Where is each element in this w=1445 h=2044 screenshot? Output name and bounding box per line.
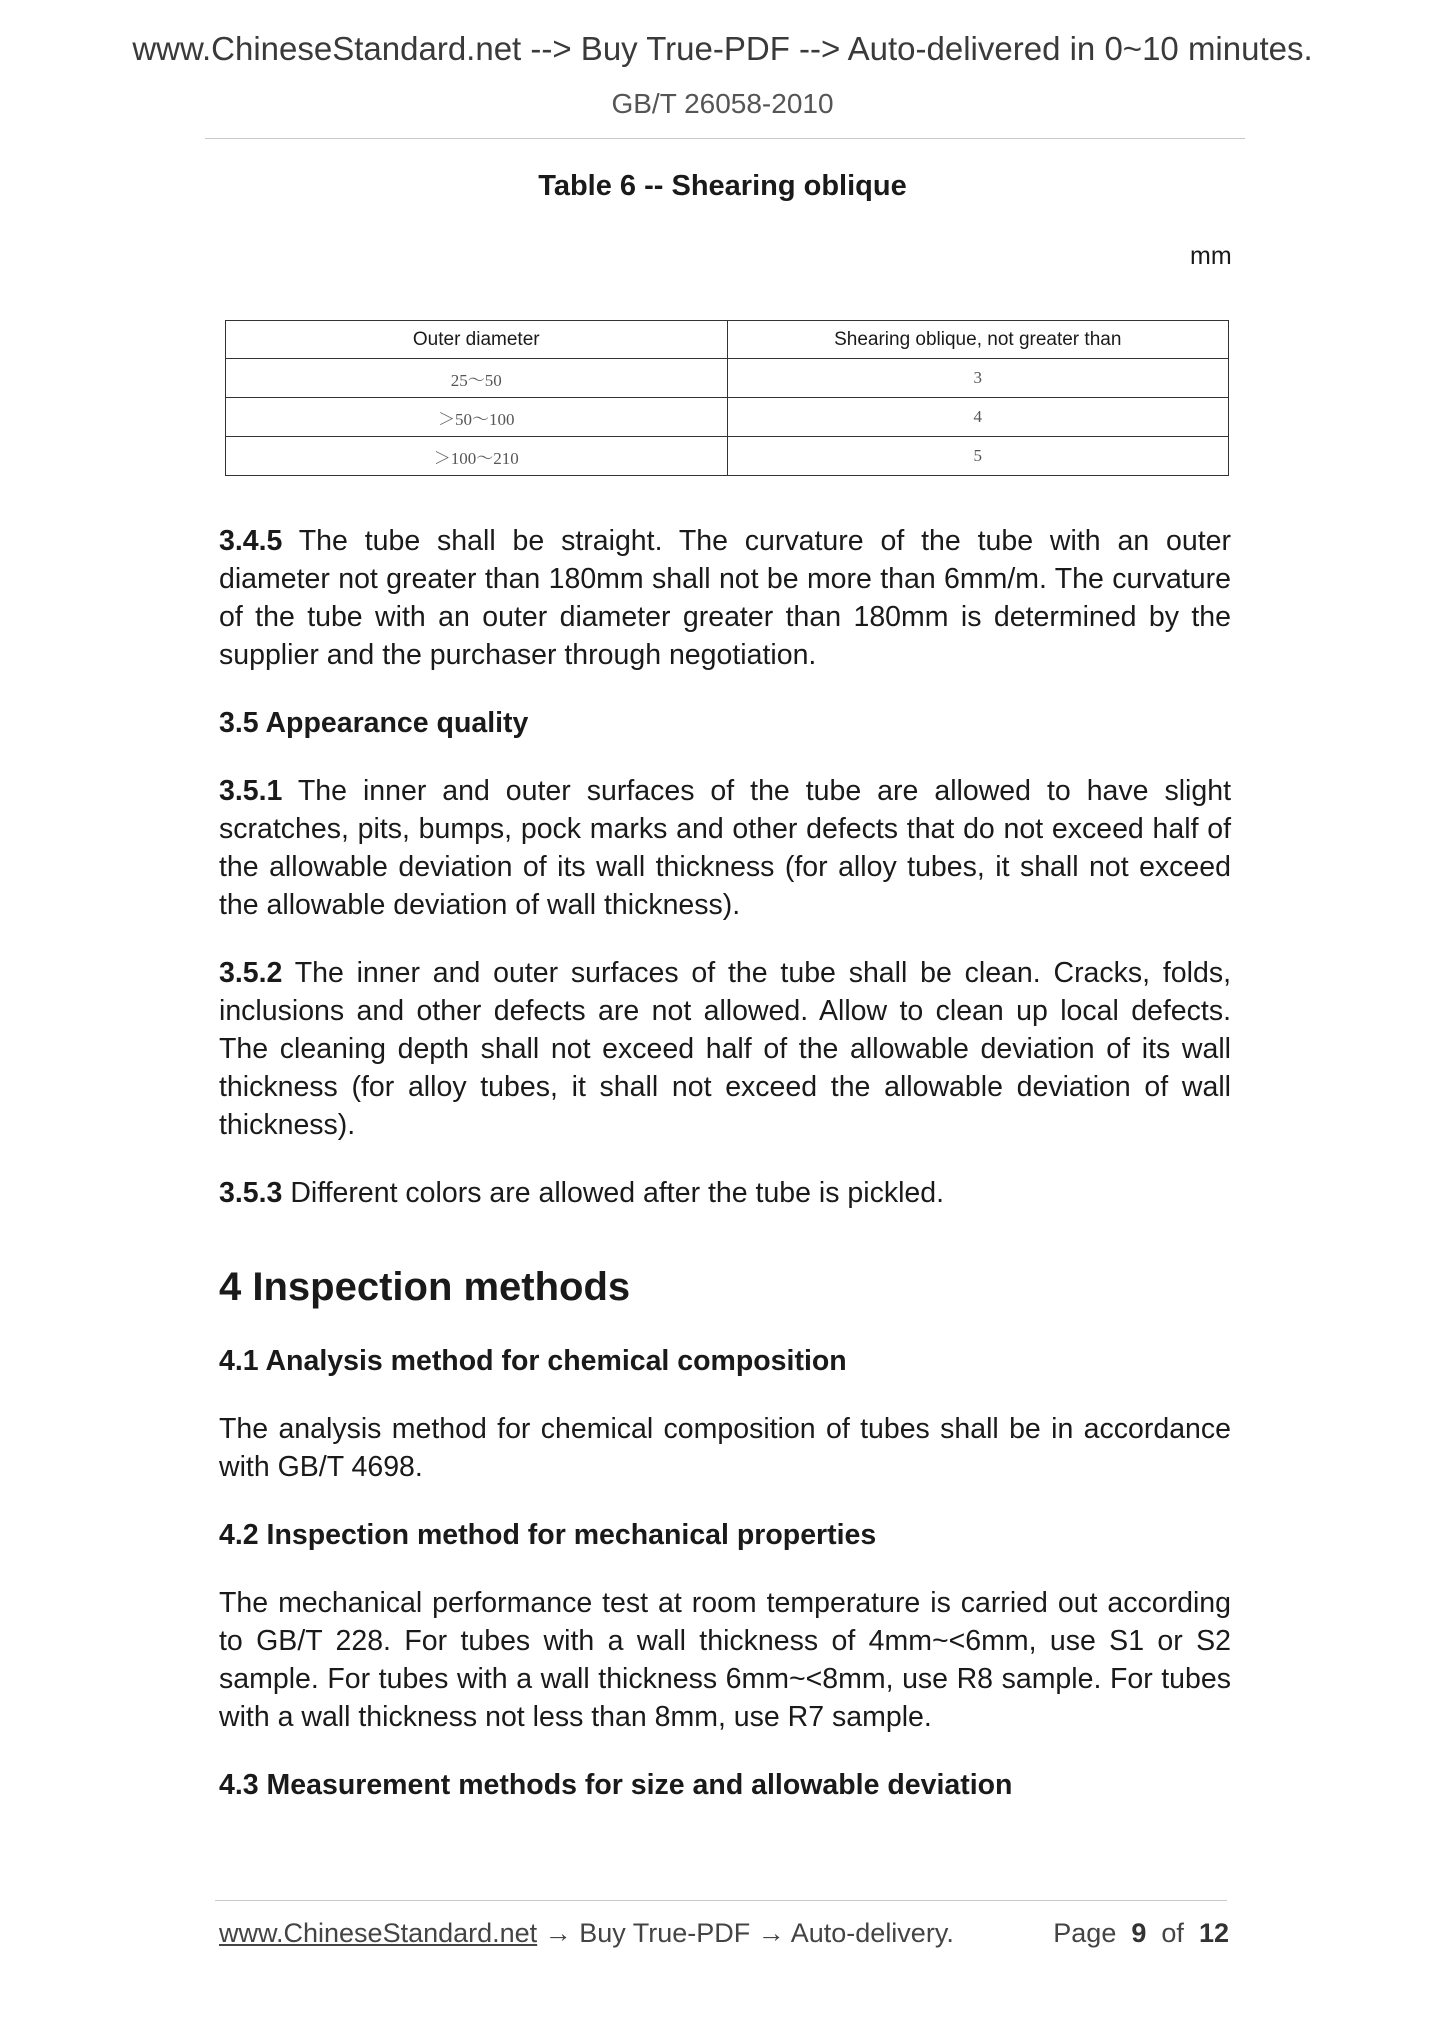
clause-number: 3.5.3 — [219, 1177, 283, 1209]
table-header-row — [226, 321, 1229, 359]
page-number: 9 — [1131, 1918, 1147, 1948]
shearing-oblique-table — [225, 320, 1229, 476]
heading-3-5: 3.5 Appearance quality — [219, 707, 529, 739]
table-row — [226, 398, 1229, 437]
page-total: 12 — [1198, 1918, 1229, 1948]
paragraph-4-2: The mechanical performance test at room temperature is carried out according to GB/T 228. For tubes with a wall thickness of 4mm~<6mm, use S1 or S2 sample. For tubes with a wall thickness 6mm~<8mm, use R8 sample. For tubes with a wall thickness not less than 8mm, use R7 sample. — [219, 1587, 1231, 1733]
paragraph-4-1: The analysis method for chemical composition of tubes shall be in accordance with GB/T 4698. — [219, 1413, 1231, 1483]
column-header-shearing-oblique: Shearing oblique, not greater than — [727, 321, 1229, 359]
footer-site-link[interactable]: www.ChineseStandard.net — [219, 1918, 538, 1948]
paragraph-3-5-3 — [219, 1174, 1231, 1212]
document-body — [219, 522, 1231, 1804]
heading-4: 4 Inspection methods — [219, 1265, 631, 1309]
table-cell: 25～50 — [226, 359, 728, 398]
paragraph-text: The tube shall be straight. The curvature of the tube with an outer diameter not greater than 180mm shall not be more than 6mm/m. The curvature of the tube with an outer diameter greater than 180mm is determined by the supplier and the purchaser through negotiation. — [219, 525, 1232, 671]
column-header-outer-diameter: Outer diameter — [226, 321, 728, 359]
table-cell: ＞100～210 — [226, 437, 728, 476]
table-cell: 5 — [727, 437, 1229, 476]
header-banner: www.ChineseStandard.net --> Buy True-PDF --> Auto-delivered in 0~10 minutes. — [132, 30, 1313, 67]
table-cell: ＞50～100 — [226, 398, 728, 437]
header-divider — [205, 138, 1245, 139]
paragraph-text: The inner and outer surfaces of the tube shall be clean. Cracks, folds, inclusions and other defects are not allowed. Allow to clean up local defects. The cleaning depth shall not exceed half of the allowable deviation of its wall thickness (for alloy tubes, it shall not exceed the allowable deviation of wall thickness). — [219, 957, 1232, 1141]
table-row — [226, 359, 1229, 398]
page-footer — [219, 1918, 1229, 1949]
footer-tagline: → Buy True-PDF → Auto-delivery. — [537, 1918, 954, 1948]
clause-number: 3.5.1 — [219, 775, 283, 807]
table-cell: 4 — [727, 398, 1229, 437]
heading-4-3: 4.3 Measurement methods for size and allowable deviation — [219, 1769, 1013, 1801]
heading-4-2: 4.2 Inspection method for mechanical properties — [219, 1519, 877, 1551]
table-unit: mm — [1190, 242, 1232, 270]
of-word: of — [1161, 1918, 1184, 1948]
page-indicator — [1053, 1918, 1229, 1949]
table-row — [226, 437, 1229, 476]
paragraph-text: Different colors are allowed after the tube is pickled. — [290, 1177, 945, 1209]
clause-number: 3.4.5 — [219, 525, 283, 557]
paragraph-text: The inner and outer surfaces of the tube are allowed to have slight scratches, pits, bumps, pock marks and other defects that do not exceed half of the allowable deviation of its wall thickness (for alloy tubes, it shall not exceed the allowable deviation of wall thickness). — [219, 775, 1231, 921]
heading-4-1: 4.1 Analysis method for chemical composition — [219, 1345, 847, 1377]
page-word: Page — [1053, 1918, 1117, 1948]
footer-divider — [215, 1900, 1227, 1901]
paragraph-3-4-5 — [219, 522, 1231, 674]
standard-number: GB/T 26058-2010 — [611, 88, 834, 119]
clause-number: 3.5.2 — [219, 957, 283, 989]
paragraph-3-5-2 — [219, 954, 1231, 1144]
paragraph-3-5-1 — [219, 772, 1231, 924]
table-title: Table 6 -- Shearing oblique — [538, 170, 907, 202]
table-cell: 3 — [727, 359, 1229, 398]
